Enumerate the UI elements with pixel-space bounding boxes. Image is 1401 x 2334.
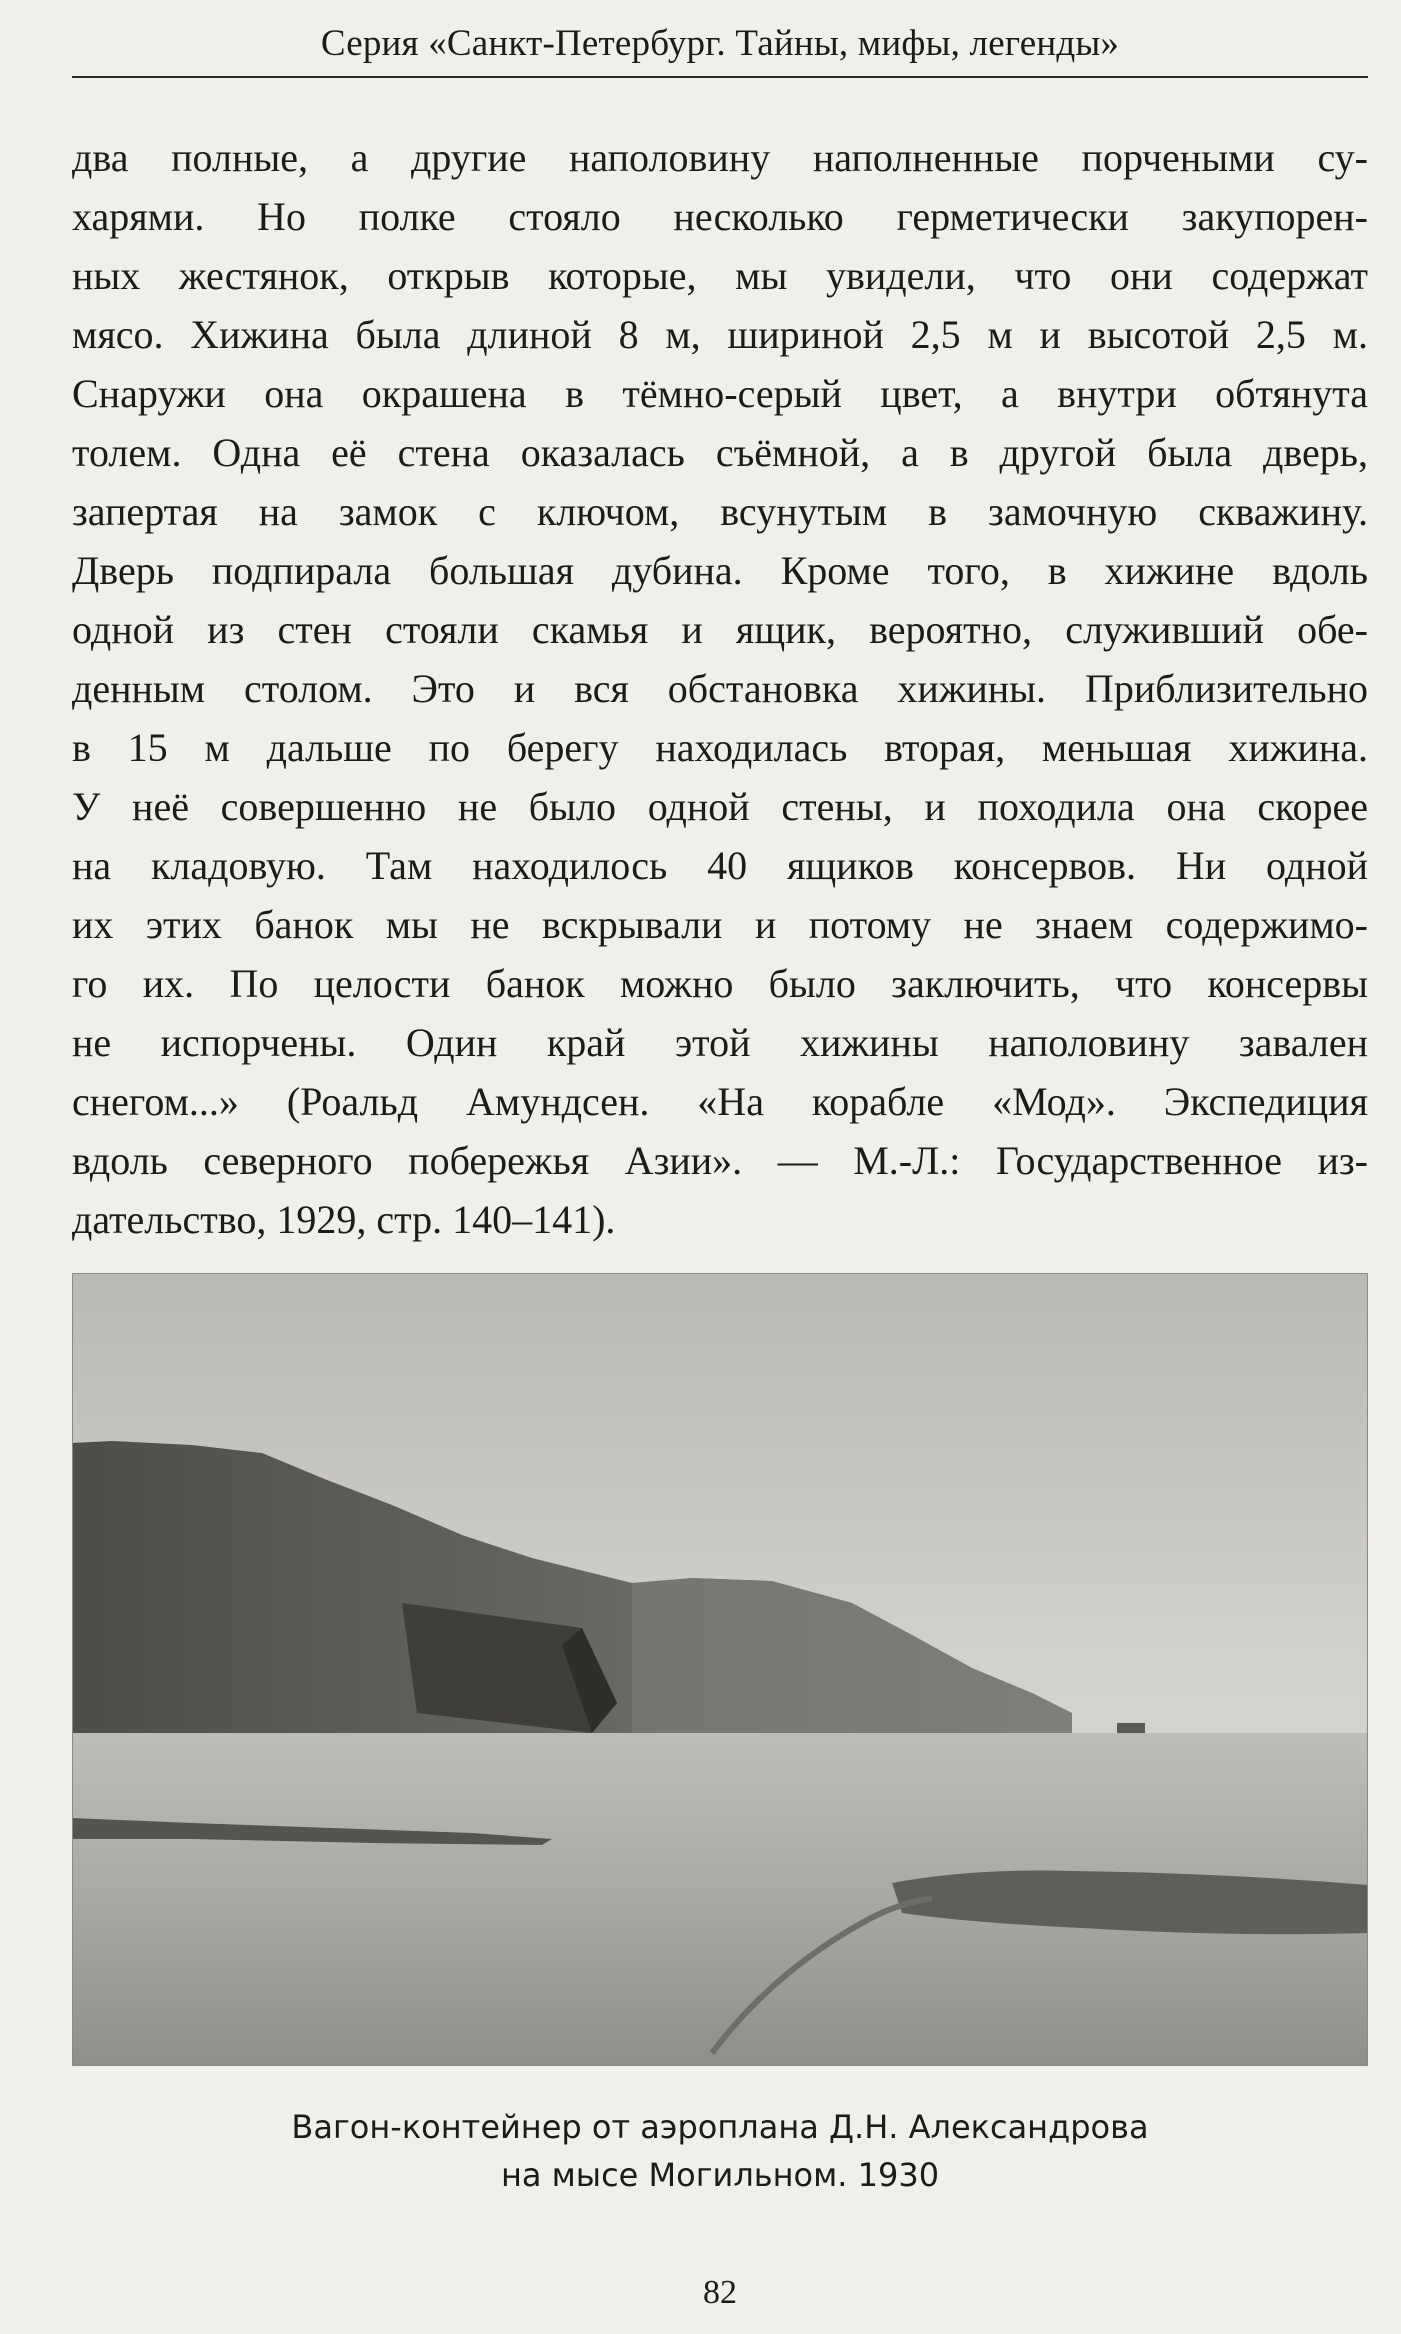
text-line: в 15 м дальше по берегу находилась вторая, меньшая хижина. bbox=[72, 725, 1368, 770]
caption-line-2: на мысе Могильном. 1930 bbox=[500, 2156, 940, 2194]
text-line: толем. Одна её стена оказалась съёмной, а в другой была дверь, bbox=[72, 430, 1368, 475]
text-line: снегом...» (Роальд Амундсен. «На корабле «Мод». Экспедиция bbox=[72, 1079, 1368, 1124]
text-line: одной из стен стояли скамья и ящик, вероятно, служивший обе- bbox=[72, 607, 1368, 652]
archival-photo bbox=[72, 1273, 1368, 2066]
text-line: го их. По целости банок можно было заключить, что консервы bbox=[72, 961, 1368, 1006]
figure-caption bbox=[72, 2103, 1368, 2199]
text-line: два полные, а другие наполовину наполненные порчеными су- bbox=[72, 135, 1368, 180]
header-rule bbox=[72, 76, 1368, 78]
page-number: 82 bbox=[703, 2274, 737, 2311]
text-line: ных жестянок, открыв которые, мы увидели, что они содержат bbox=[72, 253, 1368, 298]
text-line: мясо. Хижина была длиной 8 м, шириной 2,5 м и высотой 2,5 м. bbox=[72, 312, 1368, 357]
text-line: дательство, 1929, стр. 140–141). bbox=[72, 1197, 616, 1242]
text-line: Снаружи она окрашена в тёмно-серый цвет, а внутри обтянута bbox=[72, 371, 1368, 416]
running-header: Серия «Санкт-Петербург. Тайны, мифы, легенды» bbox=[320, 23, 1120, 64]
text-line: не испорчены. Один край этой хижины наполовину завален bbox=[72, 1020, 1368, 1065]
text-line: харями. Но полке стояло несколько герметически закупорен- bbox=[72, 194, 1368, 239]
caption-line-1: Вагон-контейнер от аэроплана Д.Н. Александрова bbox=[291, 2108, 1149, 2146]
text-line: на кладовую. Там находилось 40 ящиков консервов. Ни одной bbox=[72, 843, 1368, 888]
text-line: запертая на замок с ключом, всунутым в замочную скважину. bbox=[72, 489, 1368, 534]
text-line: денным столом. Это и вся обстановка хижины. Приблизительно bbox=[72, 666, 1368, 711]
text-line: У неё совершенно не было одной стены, и походила она скорее bbox=[72, 784, 1368, 829]
text-line: вдоль северного побережья Азии». — М.-Л.: Государственное из- bbox=[72, 1138, 1368, 1183]
text-line: их этих банок мы не вскрывали и потому не знаем содержимо- bbox=[72, 902, 1368, 947]
body-text bbox=[72, 128, 1368, 1249]
text-line: Дверь подпирала большая дубина. Кроме того, в хижине вдоль bbox=[72, 548, 1368, 593]
photo-illustration bbox=[72, 1273, 1368, 2066]
